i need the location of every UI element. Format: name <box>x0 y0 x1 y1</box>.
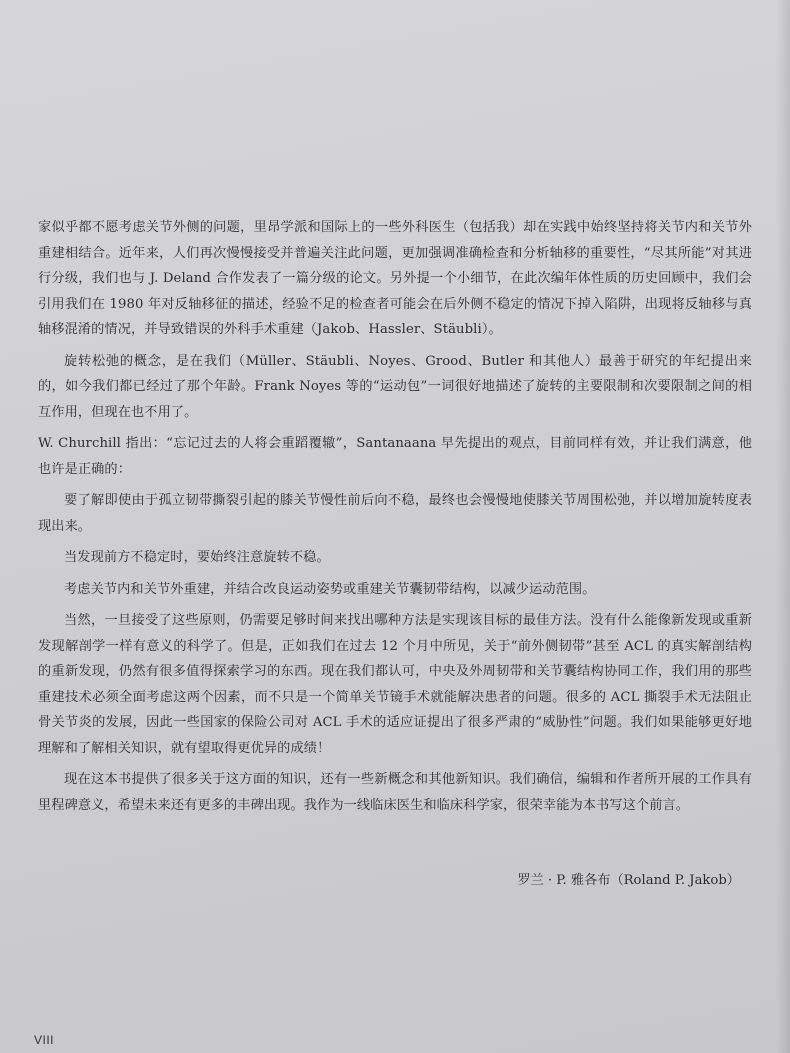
author-signature: 罗兰 · P. 雅各布（Roland P. Jakob） <box>517 873 740 888</box>
paragraph-principle-1: 要了解即使由于孤立韧带撕裂引起的膝关节慢性前后向不稳，最终也会慢慢地使膝关节周围松弛，并以增加旋转度表现出来。 <box>38 493 752 534</box>
paragraph-anatomy: 当然，一旦接受了这些原则，仍需要足够时间来找出哪种方法是实现该目标的最佳方法。没有什么能像新发现或重新发现解剖学一样有意义的科学了。但是，正如我们在过去 12 个月中所见，关于“前外侧韧带”甚至 ACL 的真实解剖结构的重新发现，仍然有很多值得探索学习的东西。现在我们都认可，中央及外周韧带和关节囊结构协同工作，我们用的那些重建技术必须全面考虑这两个因素，而不只是一个简单关节镜手术就能解决患者的问题。很多的 ACL 撕裂手术无法阻止骨关节炎的发展，因此一些国家的保险公司对 ACL 手术的适应证提出了很多严肃的“威胁性”问题。我们如果能够更好地理解和了解相关知识，就有望取得更优异的成绩！ <box>38 613 752 756</box>
page-edge-shadow <box>776 0 790 1053</box>
paragraph-continued: 家似乎都不愿考虑关节外侧的问题，里昂学派和国际上的一些外科医生（包括我）却在实践中始终坚持将关节内和关节外重建相结合。近年来，人们再次慢慢接受并普遍关注此问题，更加强调准确检查和分析轴移的重要性，“尽其所能”对其进行分级，我们也与 J. Deland 合作发表了一篇分级的论文。另外提一个小细节，在此次编年体性质的历史回顾中，我们会引用我们在 1980 年对反轴移征的描述，经验不足的检查者可能会在后外侧不稳定的情况下掉入陷阱，出现将反轴移与真轴移混淆的情况，并导致错误的外科手术重建（Jakob、Hassler、Stäubli）。 <box>38 220 752 337</box>
paragraph-churchill-quote: W. Churchill 指出：“忘记过去的人将会重蹈覆辙”，Santanaana 早先提出的观点，目前同样有效，并让我们满意，他也许是正确的： <box>38 436 752 477</box>
paragraph-principle-2: 当发现前方不稳定时，要始终注意旋转不稳。 <box>64 550 330 565</box>
paragraph-rotational-laxity: 旋转松弛的概念，是在我们（Müller、Stäubli、Noyes、Grood、Butler 和其他人）最善于研究的年纪提出来的，如今我们都已经过了那个年龄。Frank Noyes 等的“运动包”一词很好地描述了旋转的主要限制和次要限制之间的相互作用，但现在也不用了。 <box>38 353 752 420</box>
paragraph-principle-3: 考虑关节内和关节外重建，并结合改良运动姿势或重建关节囊韧带结构，以减少运动范围。 <box>64 581 596 597</box>
page-number: VIII <box>34 1033 55 1047</box>
foreword-body <box>38 215 752 824</box>
paragraph-closing: 现在这本书提供了很多关于这方面的知识，还有一些新概念和其他新知识。我们确信，编辑和作者所开展的工作具有里程碑意义，希望未来还有更多的丰碑出现。我作为一线临床医生和临床科学家，很荣幸能为本书写这个前言。 <box>38 772 752 813</box>
